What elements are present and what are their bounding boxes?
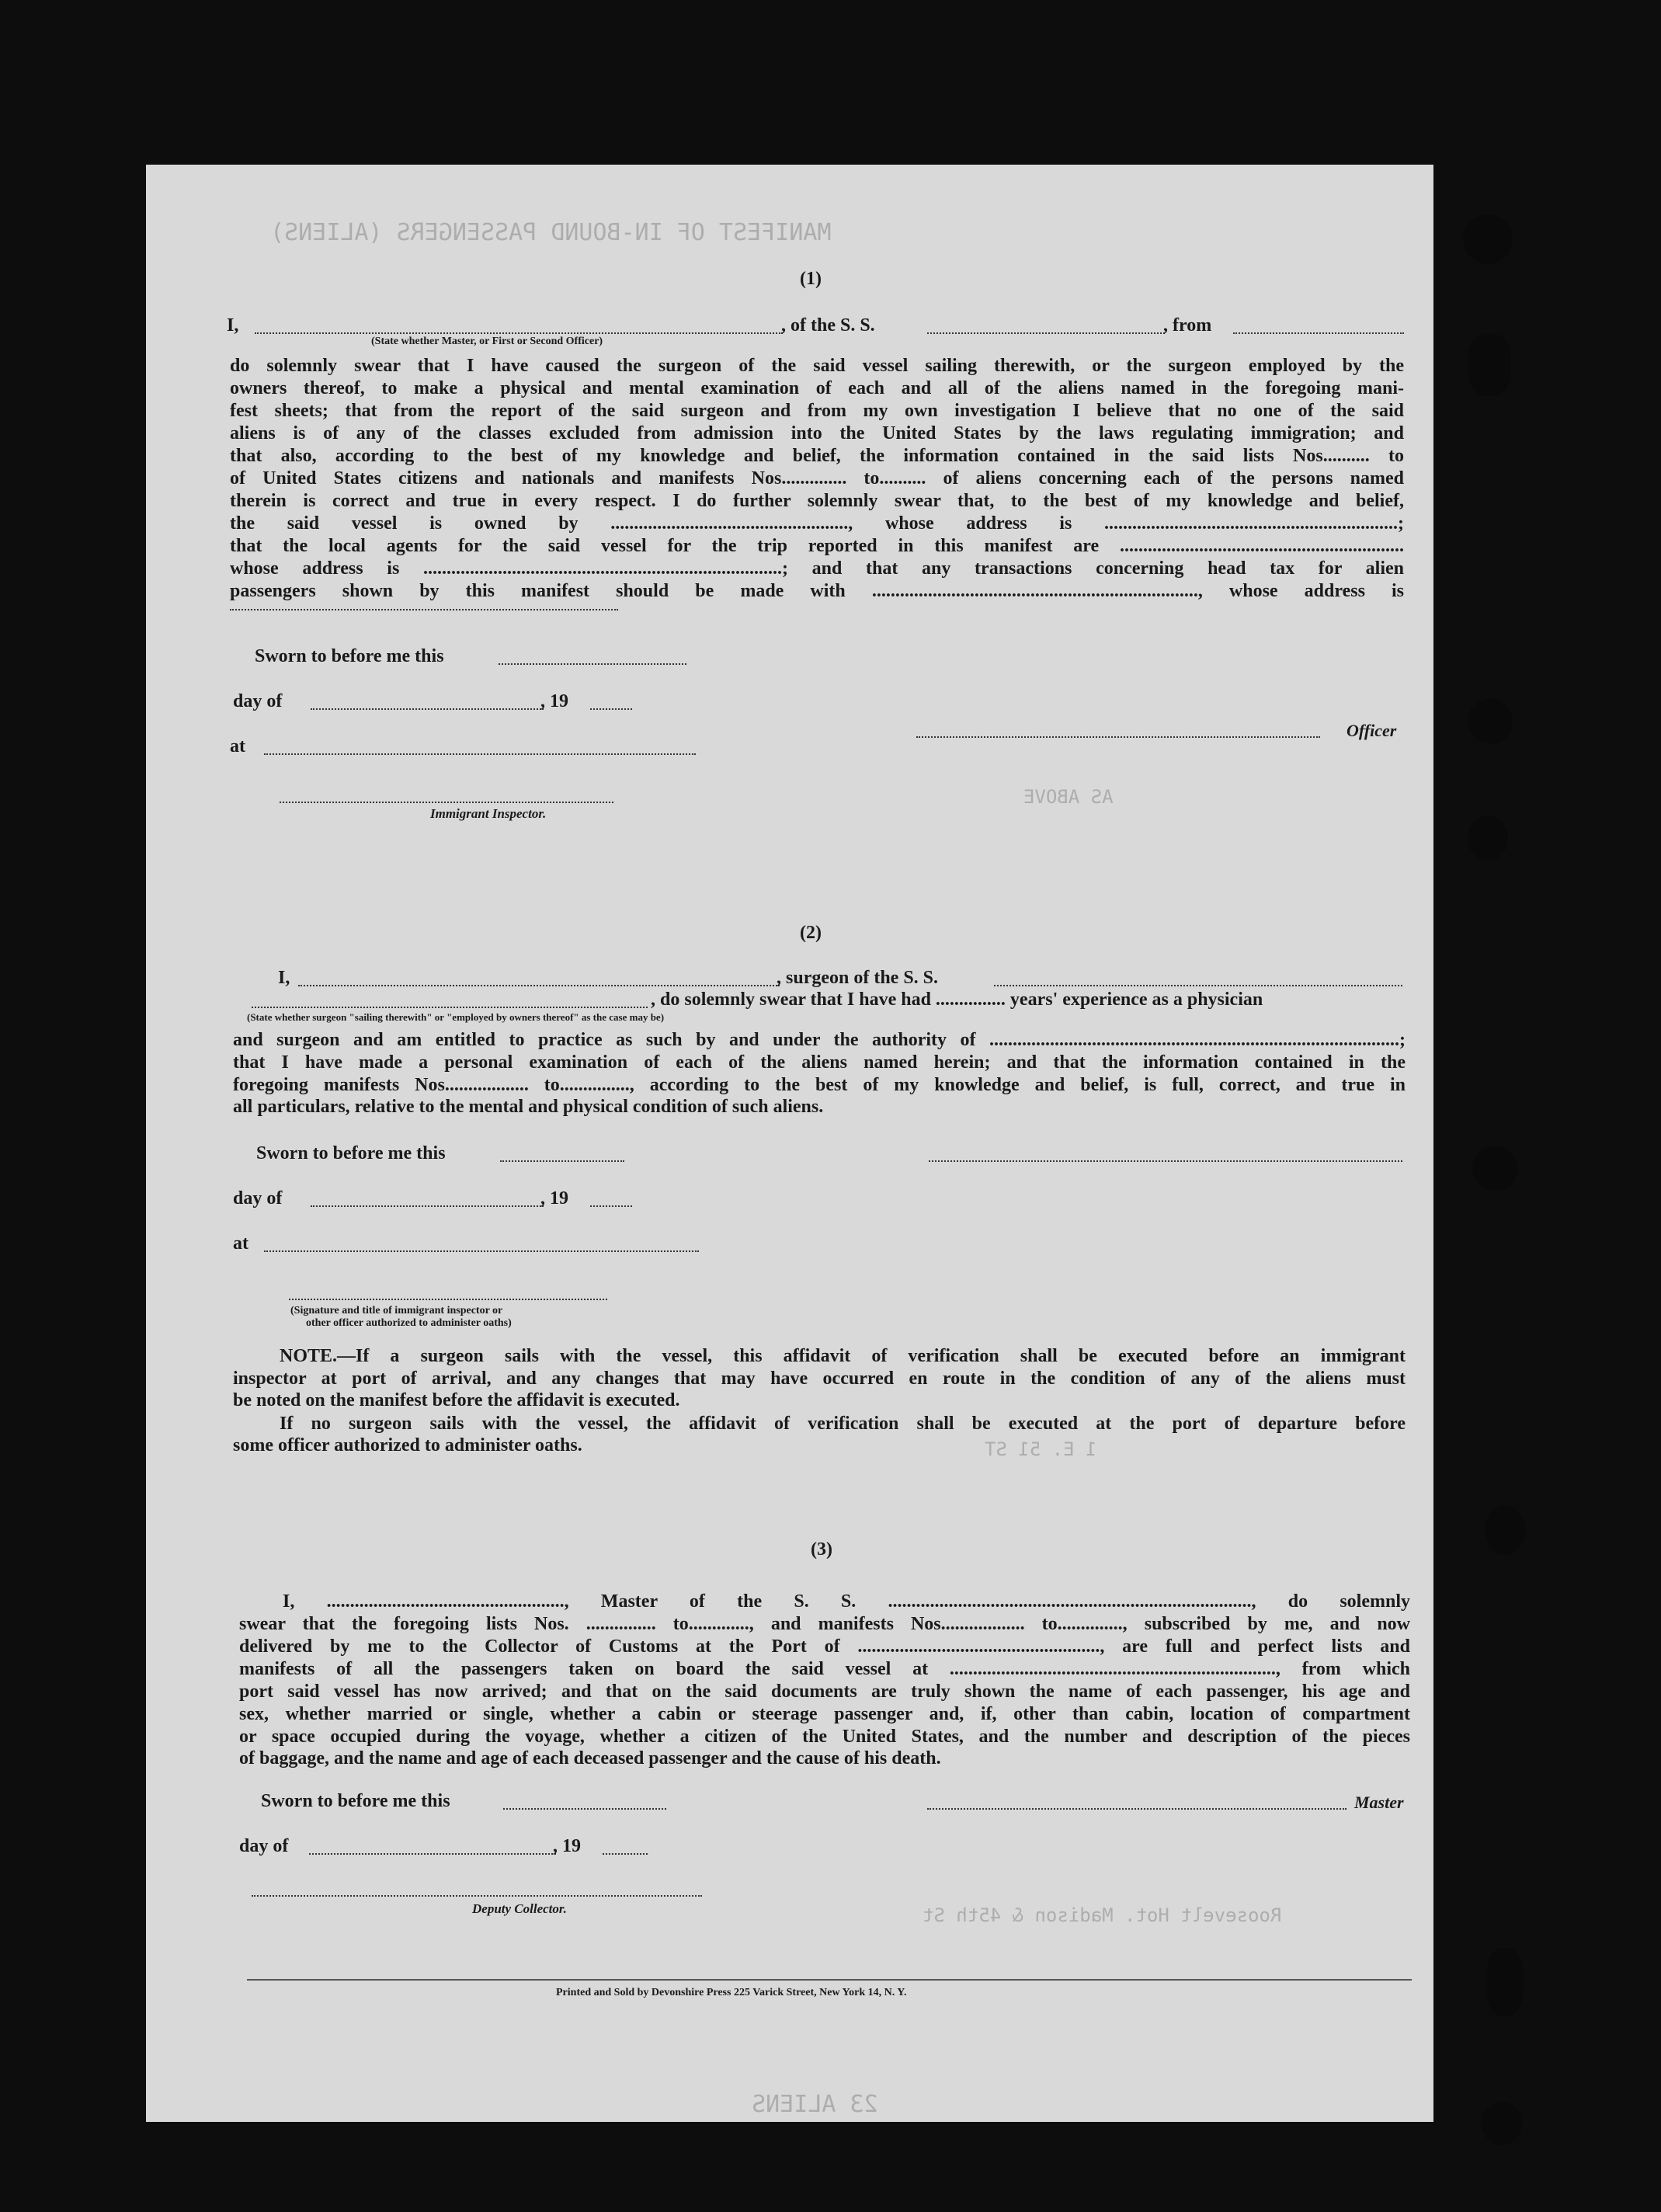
section-2-day-blank: [311, 1205, 544, 1207]
section-3-line: manifests of all the passengers taken on board the said vessel at ......................................................................, from which: [239, 1659, 1410, 1679]
section-3-year: , 19: [553, 1836, 581, 1856]
section-2-last-line: all particulars, relative to the mental and physical condition of such aliens.: [233, 1097, 824, 1117]
punch-hole-7: [1486, 1948, 1524, 2016]
section-1-sworn: Sworn to before me this: [255, 646, 444, 666]
section-3-last-line: of baggage, and the name and age of each deceased passenger and the cause of his death.: [239, 1748, 941, 1769]
punch-hole-5: [1472, 1146, 1517, 1191]
section-1-day-of: day of: [233, 691, 283, 711]
note-line-3: be noted on the manifest before the affidavit is executed.: [233, 1390, 680, 1410]
section-3-day-of: day of: [239, 1836, 289, 1856]
section-3-line: port said vessel has now arrived; and that on the said documents are truly shown the name of each passenger, his age and: [239, 1682, 1410, 1702]
section-1-address-blank: [230, 609, 618, 610]
section-1-line: do solemnly swear that I have caused the surgeon of the said vessel sailing therewith, or the surgeon employed by the: [230, 356, 1404, 376]
section-1-year: , 19: [540, 691, 568, 711]
section-3-deputy-label: Deputy Collector.: [472, 1901, 567, 1916]
section-2-line2: , do solemnly swear that I have had ............... years' experience as a physician: [651, 989, 1263, 1010]
section-2-at: at: [233, 1233, 248, 1254]
section-3-day-blank: [309, 1853, 556, 1855]
section-2-year: , 19: [540, 1188, 568, 1209]
bleed-through-right-1: AS ABOVE: [1023, 786, 1114, 808]
punch-hole-2: [1468, 334, 1511, 396]
section-1-year-blank: [590, 708, 632, 710]
section-2-surgeon-note: (State whether surgeon "sailing therewith" or "employed by owners thereof" as the case may be): [247, 1011, 665, 1023]
section-1-line: owners thereof, to make a physical and mental examination of each and all of the aliens named in the foregoing mani-: [230, 378, 1404, 398]
section-2-at-blank: [264, 1250, 699, 1252]
section-3-master-label: Master: [1354, 1793, 1404, 1812]
note-line-5: some officer authorized to administer oaths.: [233, 1435, 582, 1456]
section-1-inspector-sig: [280, 802, 613, 803]
section-1-officer-note: (State whether Master, or First or Second Officer): [371, 336, 603, 347]
section-3-at-blank: [252, 1895, 702, 1897]
manifest-page: [146, 165, 1433, 2122]
section-1-at-blank: [264, 753, 696, 755]
bleed-through-header: MANIFEST OF IN-BOUND PASSENGERS (ALIENS): [270, 219, 832, 246]
section-1-i: I,: [227, 315, 239, 336]
punch-hole-1: [1463, 214, 1513, 264]
section-2-sig-note-2: other officer authorized to administer oaths): [306, 1317, 512, 1329]
section-3-master-sig: [927, 1808, 1347, 1810]
section-2-day-of: day of: [233, 1188, 283, 1209]
section-1-line: passengers shown by this manifest should be made with ......................................................................, whose address is: [230, 581, 1404, 601]
note-line: inspector at port of arrival, and any changes that may have occurred en route in the condition of any of the aliens must: [233, 1369, 1406, 1389]
section-1-line: of United States citizens and nationals and manifests Nos.............. to.......... of aliens concerning each of the persons named: [230, 468, 1404, 489]
section-1-line: fest sheets; that from the report of the said surgeon and from my own investigation I believe that no one of the said: [230, 401, 1404, 421]
section-2-sworn-blank: [500, 1160, 624, 1162]
section-1-line: the said vessel is owned by ..................................................., whose address is ...............................................................;: [230, 513, 1404, 534]
section-2-sig-note-1: (Signature and title of immigrant inspector or: [290, 1305, 503, 1316]
section-2-surgeon-blank-2: [252, 1007, 648, 1008]
section-1-at: at: [230, 736, 245, 756]
section-1-line: therein is correct and true in every respect. I do further solemnly swear that, to the best of my knowledge and belief,: [230, 491, 1404, 511]
punch-hole-3: [1468, 699, 1513, 744]
bleed-through-right-3: Roosevelt Hot. Madison & 45th St: [923, 1904, 1282, 1926]
bleed-through-bottom: 23 ALIENS: [752, 2091, 878, 2118]
section-3-sworn: Sworn to before me this: [261, 1791, 450, 1811]
section-1-line: aliens is of any of the classes excluded from admission into the United States by the laws regulating immigration; and: [230, 423, 1404, 443]
punch-hole-4: [1468, 816, 1508, 861]
section-2-line: foregoing manifests Nos.................. to..............., according to the best of my knowledge and belief, is full, correct, and true in: [233, 1075, 1406, 1095]
punch-hole-6: [1485, 1505, 1525, 1555]
section-3-line: I, ..................................................., Master of the S. S. .............................................................................., do solemnly: [283, 1591, 1410, 1612]
section-2-sig-right: [929, 1160, 1402, 1162]
section-3-line: delivered by me to the Collector of Customs at the Port of ...................................................., are full and perfect lists and: [239, 1636, 1410, 1657]
section-2-number: (2): [800, 923, 822, 943]
section-3-line: or space occupied during the voyage, whether a citizen of the United States, and the number and description of the pieces: [239, 1727, 1410, 1747]
note-line: NOTE.—If a surgeon sails with the vessel, this affidavit of verification shall be executed before an immigrant: [280, 1346, 1406, 1366]
section-2-surgeon-blank: [298, 985, 780, 986]
section-1-ss-blank: [927, 332, 1165, 334]
note-line-4: If no surgeon sails with the vessel, the affidavit of verification shall be executed at the port of departure before: [280, 1414, 1406, 1434]
section-1-ss-label: , of the S. S.: [781, 315, 875, 336]
section-3-line: swear that the foregoing lists Nos. ............... to............., and manifests Nos.................. to.............., subscribed by me, and now: [239, 1614, 1410, 1634]
punch-hole-8: [1482, 2102, 1522, 2145]
section-2-surgeon-label: , surgeon of the S. S.: [777, 968, 939, 988]
section-3-number: (3): [811, 1539, 832, 1560]
section-1-officer-blank: [255, 332, 783, 334]
section-2-inspector-sig: [289, 1299, 607, 1300]
section-1-sworn-blank: [499, 663, 686, 665]
footer-rule: [247, 1979, 1412, 1981]
section-2-line: that I have made a personal examination of each of the aliens named herein; and that the information contained in the: [233, 1052, 1406, 1073]
section-1-from-blank: [1233, 332, 1404, 334]
section-1-inspector-label: Immigrant Inspector.: [430, 806, 547, 821]
section-1-line: that the local agents for the said vessel for the trip reported in this manifest are .............................................................: [230, 536, 1404, 556]
section-1-day-blank: [311, 708, 544, 710]
section-1-number: (1): [800, 269, 822, 289]
section-2-year-blank: [590, 1205, 632, 1207]
bleed-through-right-2: 1 E. 51 ST: [985, 1438, 1097, 1460]
printer-imprint: Printed and Sold by Devonshire Press 225 Varick Street, New York 14, N. Y.: [556, 1987, 907, 1998]
section-1-officer-label: Officer: [1347, 721, 1397, 740]
section-1-from-label: , from: [1163, 315, 1212, 336]
section-1-line: whose address is .............................................................................; and that any transactions concerning head tax for alien: [230, 558, 1404, 579]
section-1-officer-sig: [916, 736, 1320, 738]
section-3-year-blank: [603, 1853, 648, 1855]
section-3-line: sex, whether married or single, whether a cabin or steerage passenger and, if, other than cabin, location of compartment: [239, 1704, 1410, 1724]
section-2-i: I,: [278, 968, 290, 988]
section-2-sworn: Sworn to before me this: [256, 1143, 446, 1163]
section-1-line: that also, according to the best of my knowledge and belief, the information contained in the said lists Nos.......... to: [230, 446, 1404, 466]
section-2-ss-blank: [994, 985, 1402, 986]
section-2-line: and surgeon and am entitled to practice as such by and under the authority of ........................................................................................;: [233, 1030, 1406, 1050]
section-3-sworn-blank: [503, 1808, 666, 1810]
